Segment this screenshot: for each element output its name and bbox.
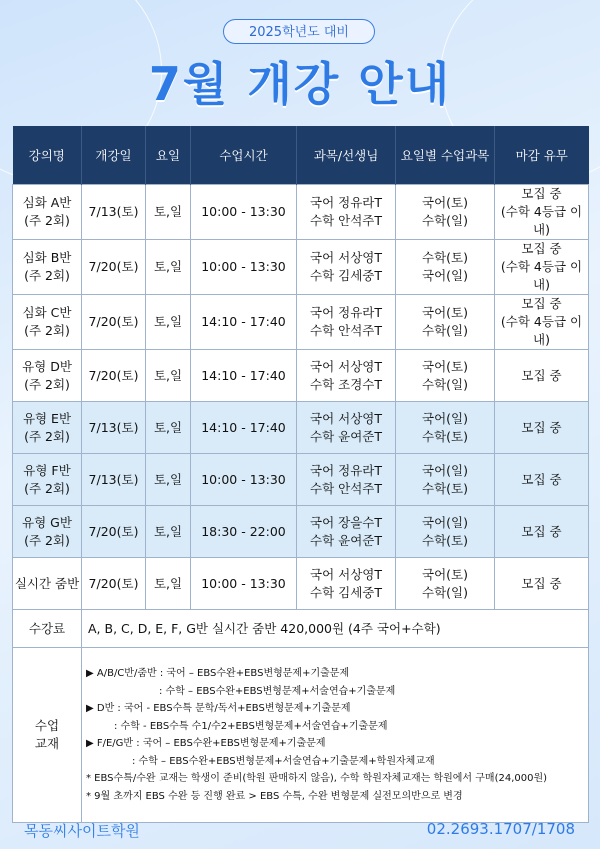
start-date: 7/20(토) <box>82 295 146 350</box>
status: 모집 중 <box>495 454 589 506</box>
class-days: 토,일 <box>146 350 191 402</box>
status: 모집 중 <box>495 350 589 402</box>
table-row <box>13 558 589 610</box>
fee-label: 수강료 <box>13 610 82 648</box>
start-date: 7/20(토) <box>82 240 146 295</box>
col-header-days: 요일 <box>146 126 191 185</box>
book-line: : 수학 - EBS수특 수1/수2+EBS변형문제+서술연습+기출문제 <box>114 720 388 732</box>
book-line: ▶ D반 : 국어 - EBS수특 문학/독서+EBS변형문제+기출문제 <box>86 703 351 714</box>
page-title: 7월 개강 안내 <box>148 57 452 111</box>
teachers: 국어 서상영T 수학 조경수T <box>297 350 396 402</box>
start-date: 7/13(토) <box>82 402 146 454</box>
books-label: 수업 교재 <box>13 648 82 823</box>
table-row <box>13 185 589 240</box>
col-header-subjects: 요일별 수업과목 <box>396 126 495 185</box>
start-date: 7/20(토) <box>82 350 146 402</box>
status: 모집 중 <box>495 506 589 558</box>
schedule-table-wrap <box>12 126 588 823</box>
class-time: 10:00 - 13:30 <box>191 454 297 506</box>
class-days: 토,일 <box>146 240 191 295</box>
class-time: 18:30 - 22:00 <box>191 506 297 558</box>
class-days: 토,일 <box>146 402 191 454</box>
academy-name: 목동씨사이트학원 <box>24 822 140 840</box>
col-header-status: 마감 유무 <box>495 126 589 185</box>
table-row <box>13 240 589 295</box>
subjects: 국어(일) 수학(토) <box>396 506 495 558</box>
subjects: 국어(일) 수학(토) <box>396 402 495 454</box>
teachers: 국어 정유라T 수학 안석주T <box>297 454 396 506</box>
class-name: 유형 E반 (주 2회) <box>13 402 82 454</box>
class-name: 심화 B반 (주 2회) <box>13 240 82 295</box>
start-date: 7/13(토) <box>82 185 146 240</box>
book-line: * 9월 초까지 EBS 수완 등 진행 완료 > EBS 수특, 수완 변형문제 실전모의반으로 변경 <box>86 790 463 802</box>
class-days: 토,일 <box>146 454 191 506</box>
class-name: 유형 G반 (주 2회) <box>13 506 82 558</box>
start-date: 7/20(토) <box>82 558 146 610</box>
class-time: 10:00 - 13:30 <box>191 185 297 240</box>
teachers: 국어 서상영T 수학 김세중T <box>297 240 396 295</box>
table-row <box>13 454 589 506</box>
col-header-name: 강의명 <box>13 126 82 185</box>
subjects: 수학(토) 국어(일) <box>396 240 495 295</box>
status: 모집 중 <box>495 402 589 454</box>
table-row <box>13 402 589 454</box>
books-row <box>13 648 589 823</box>
class-name: 유형 D반 (주 2회) <box>13 350 82 402</box>
class-name: 유형 F반 (주 2회) <box>13 454 82 506</box>
class-days: 토,일 <box>146 558 191 610</box>
class-days: 토,일 <box>146 506 191 558</box>
phone-number: 02.2693.1707/1708 <box>426 820 575 838</box>
class-name: 심화 A반 (주 2회) <box>13 185 82 240</box>
teachers: 국어 정유라T 수학 안석주T <box>297 185 396 240</box>
table-row <box>13 295 589 350</box>
teachers: 국어 서상영T 수학 윤여준T <box>297 402 396 454</box>
status: 모집 중 (수학 4등급 이내) <box>495 295 589 350</box>
class-time: 14:10 - 17:40 <box>191 350 297 402</box>
year-badge: 2025학년도 대비 <box>223 19 375 44</box>
col-header-start: 개강일 <box>82 126 146 185</box>
book-line: * EBS수특/수완 교재는 학생이 준비(학원 판매하지 않음), 수학 학원자체교재는 학원에서 구매(24,000원) <box>86 773 548 784</box>
subjects: 국어(토) 수학(일) <box>396 350 495 402</box>
book-line: : 수학 – EBS수완+EBS변형문제+서술연습+기출문제+학원자체교재 <box>132 755 435 767</box>
status: 모집 중 (수학 4등급 이내) <box>495 185 589 240</box>
start-date: 7/20(토) <box>82 506 146 558</box>
schedule-table <box>12 126 589 823</box>
table-row <box>13 506 589 558</box>
class-name: 실시간 줌반 <box>13 558 82 610</box>
subjects: 국어(토) 수학(일) <box>396 295 495 350</box>
table-header-row <box>13 126 589 185</box>
fee-row <box>13 610 589 648</box>
status: 모집 중 <box>495 558 589 610</box>
table-row <box>13 350 589 402</box>
books-text <box>82 648 589 823</box>
class-name: 심화 C반 (주 2회) <box>13 295 82 350</box>
book-line: ▶ F/E/G반 : 국어 – EBS수완+EBS변형문제+기출문제 <box>86 738 326 749</box>
class-time: 10:00 - 13:30 <box>191 558 297 610</box>
start-date: 7/13(토) <box>82 454 146 506</box>
class-time: 14:10 - 17:40 <box>191 295 297 350</box>
class-time: 10:00 - 13:30 <box>191 240 297 295</box>
book-line: : 수학 – EBS수완+EBS변형문제+서술연습+기출문제 <box>159 685 396 697</box>
book-line: ▶ A/B/C반/줌반 : 국어 – EBS수완+EBS변형문제+기출문제 <box>86 668 350 679</box>
teachers: 국어 서상영T 수학 김세중T <box>297 558 396 610</box>
subjects: 국어(토) 수학(일) <box>396 558 495 610</box>
status: 모집 중 (수학 4등급 이내) <box>495 240 589 295</box>
col-header-teachers: 과목/선생님 <box>297 126 396 185</box>
fee-text: A, B, C, D, E, F, G반 실시간 줌반 420,000원 (4주 국어+수학) <box>82 610 589 648</box>
teachers: 국어 장을수T 수학 윤여준T <box>297 506 396 558</box>
subjects: 국어(일) 수학(토) <box>396 454 495 506</box>
class-time: 14:10 - 17:40 <box>191 402 297 454</box>
col-header-time: 수업시간 <box>191 126 297 185</box>
subjects: 국어(토) 수학(일) <box>396 185 495 240</box>
class-days: 토,일 <box>146 295 191 350</box>
teachers: 국어 정유라T 수학 안석주T <box>297 295 396 350</box>
class-days: 토,일 <box>146 185 191 240</box>
